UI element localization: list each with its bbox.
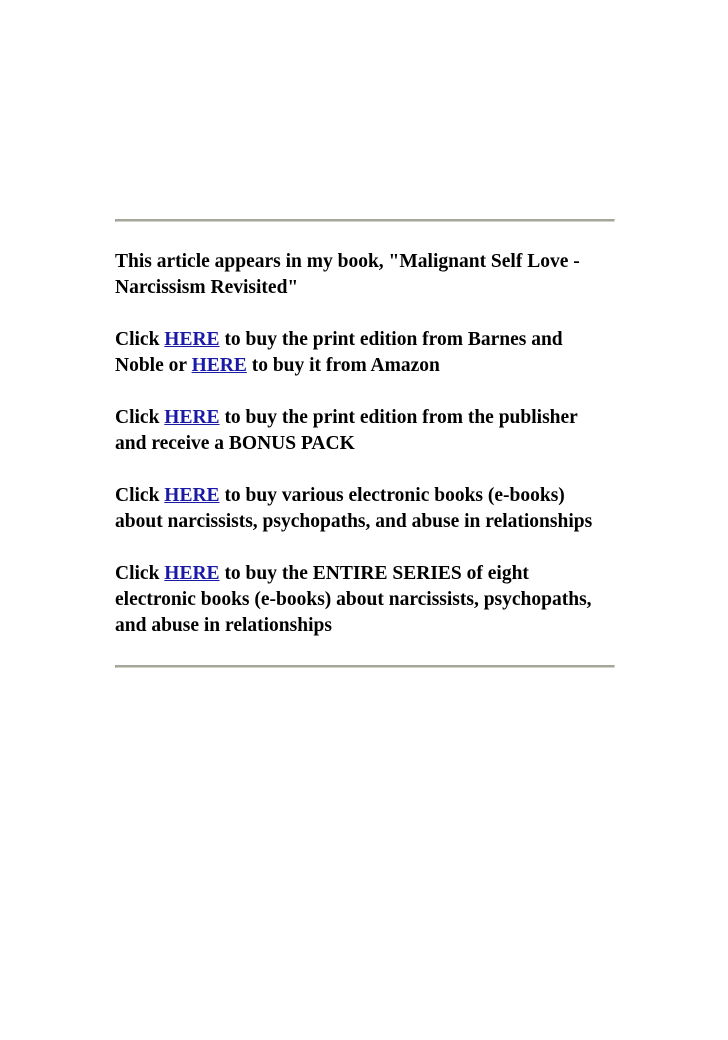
book-notice [115, 219, 613, 668]
series-text: to buy the ENTIRE SERIES of eight electronic books (e-books) about narcissists, psychopaths, and abuse in relationships [115, 563, 592, 636]
bottom-divider [115, 665, 615, 668]
click-text: Click [115, 407, 165, 428]
amazon-text: to buy it from Amazon [246, 355, 440, 376]
publisher-text: to buy the print edition from the publisher and receive a BONUS PACK [115, 407, 578, 454]
intro-text: This article appears in my book, "Malignant Self Love - Narcissism Revisited" [115, 251, 580, 298]
barnes-text: to buy the print edition from Barnes and Noble or [115, 329, 563, 376]
amazon-link[interactable]: HERE [191, 355, 247, 376]
barnes-noble-link[interactable]: HERE [164, 329, 220, 350]
ebooks-paragraph [115, 483, 613, 535]
click-text: Click [115, 329, 165, 350]
publisher-paragraph [115, 405, 613, 457]
top-divider [115, 219, 615, 222]
click-text: Click [115, 563, 165, 584]
ebooks-text: to buy various electronic books (e-books) about narcissists, psychopaths, and abuse in relationships [115, 485, 593, 532]
ebooks-link[interactable]: HERE [164, 485, 220, 506]
click-text: Click [115, 485, 165, 506]
barnes-amazon-paragraph [115, 327, 613, 379]
series-paragraph [115, 561, 613, 639]
publisher-link[interactable]: HERE [164, 407, 220, 428]
intro-paragraph [115, 249, 613, 301]
series-link[interactable]: HERE [164, 563, 220, 584]
